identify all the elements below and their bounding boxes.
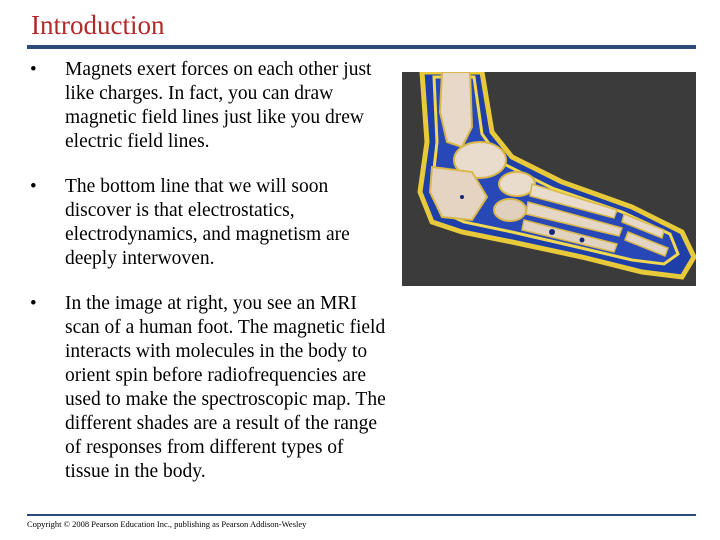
- footer-divider: [27, 514, 696, 516]
- bullet-text: The bottom line that we will soon discover is that electrostatics, electrodynamics, and magnetism are deeply interwoven.: [65, 176, 350, 269]
- mri-foot-illustration: [402, 72, 696, 286]
- slide-title: Introduction: [31, 10, 165, 40]
- bullet-item: [30, 292, 392, 484]
- bullet-marker: •: [30, 176, 37, 197]
- bullet-marker: •: [30, 59, 37, 80]
- title-divider: [27, 45, 696, 49]
- bullet-item: [30, 175, 392, 271]
- bullet-marker: •: [30, 293, 37, 314]
- bullet-list: [30, 58, 392, 505]
- bullet-text: Magnets exert forces on each other just like charges. In fact, you can draw magnetic field lines just like you drew electric field lines.: [65, 59, 372, 152]
- bullet-text: In the image at right, you see an MRI scan of a human foot. The magnetic field interacts with molecules in the body to orient spin before radiofrequencies are used to make the spectroscopic map. The different shades are a result of the range of responses from different types of tissue in the body.: [65, 293, 386, 482]
- bullet-item: [30, 58, 392, 154]
- copyright-footer: Copyright © 2008 Pearson Education Inc., publishing as Pearson Addison-Wesley: [27, 519, 307, 529]
- mri-foot-image: [402, 72, 696, 286]
